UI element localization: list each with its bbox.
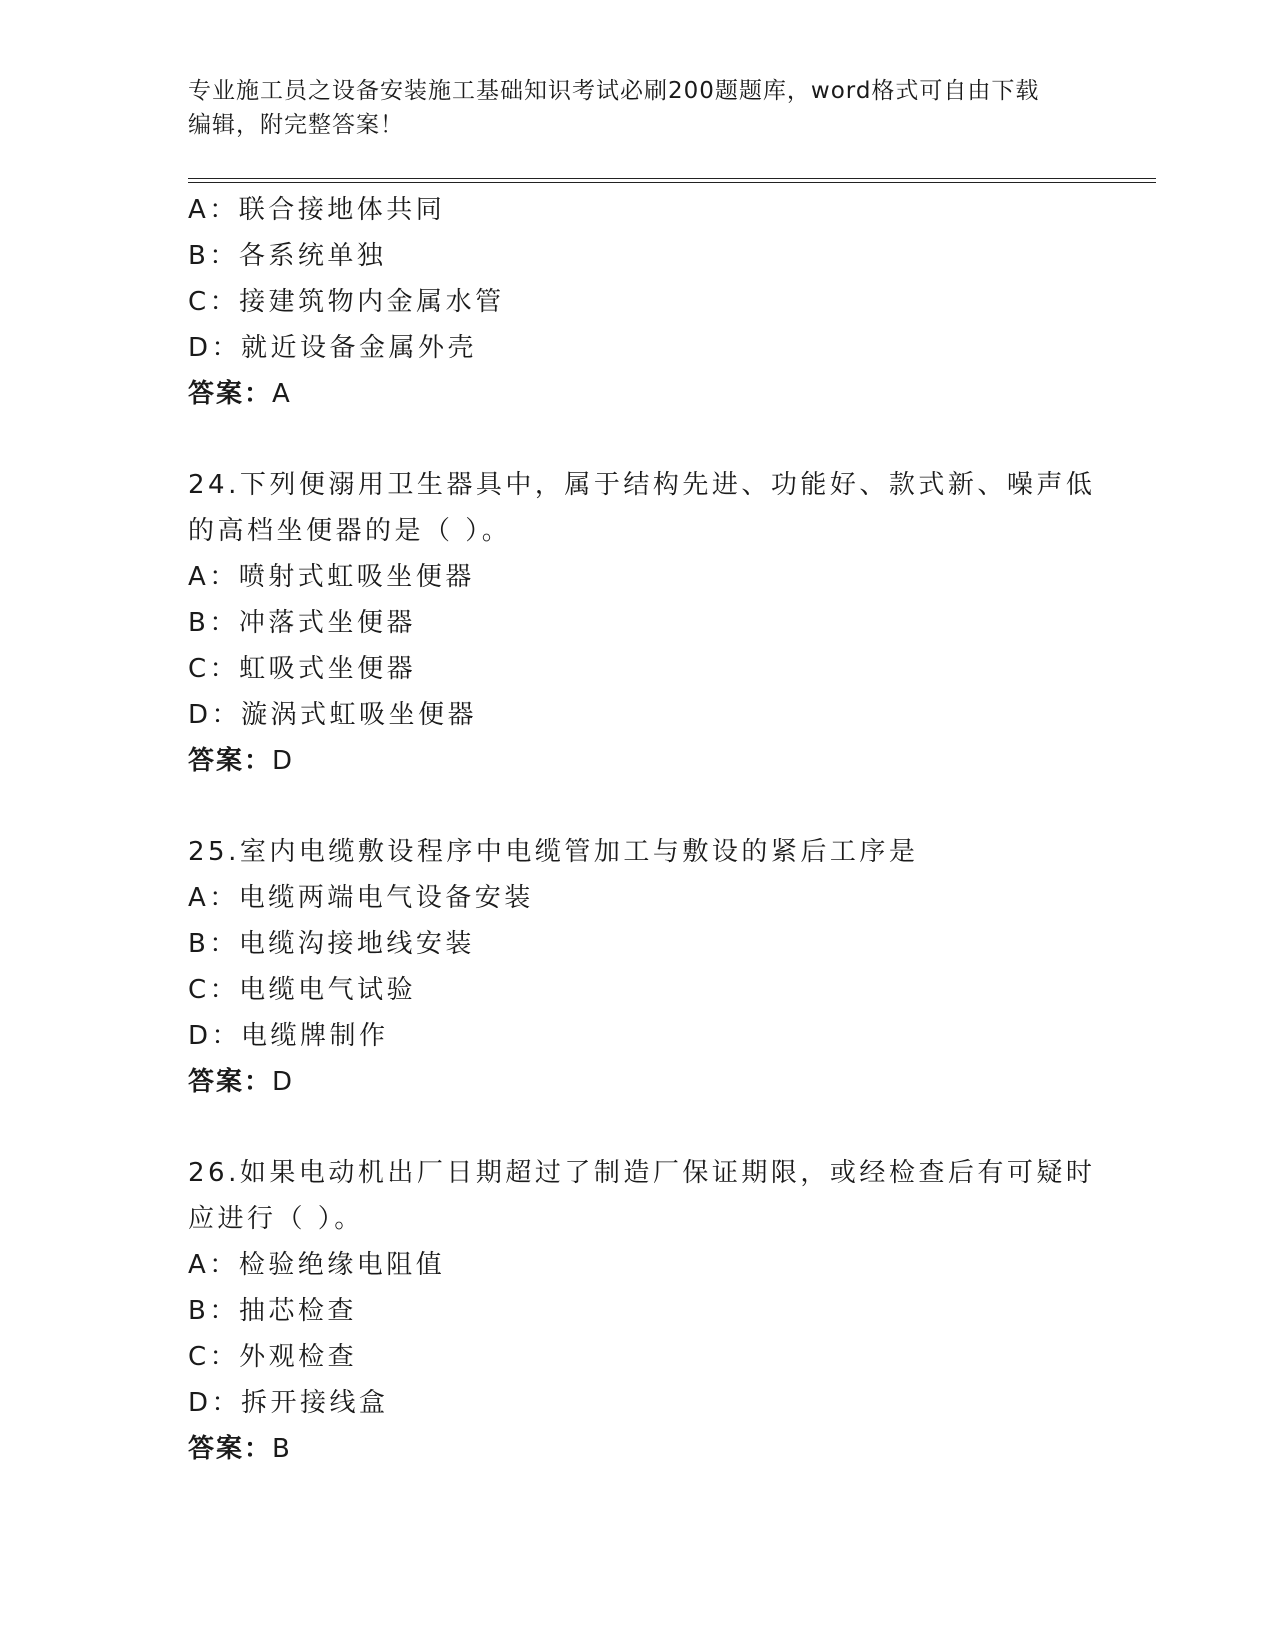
option-c: C：接建筑物内金属水管 [188,287,505,317]
answer-value: A [272,379,294,409]
question-23 [188,187,1088,417]
question-stem-continued: 应进行（ ）。 [188,1204,364,1234]
question-25 [188,829,1088,1105]
option-a: A：电缆两端电气设备安装 [188,883,534,913]
option-a: A：检验绝缘电阻值 [188,1250,446,1280]
document-header [188,74,1068,142]
answer-line [188,1426,1088,1472]
option-d: D：拆开接线盒 [188,1388,389,1418]
option-c: C：外观检查 [188,1342,358,1372]
option-c: C：电缆电气试验 [188,975,417,1005]
option-d: D：漩涡式虹吸坐便器 [188,700,478,730]
question-stem: 24.下列便溺用卫生器具中，属于结构先进、功能好、款式新、噪声低 [188,470,1096,500]
header-divider [188,178,1156,183]
answer-label: 答案： [188,746,273,776]
answer-label: 答案： [188,1067,273,1097]
answer-line [188,738,1088,784]
question-26 [188,1150,1096,1472]
header-line-2: 编辑，附完整答案！ [188,112,404,138]
option-a: A：联合接地体共同 [188,195,446,225]
question-stem-continued: 的高档坐便器的是（ ）。 [188,516,512,546]
answer-value: B [272,1434,294,1464]
option-b: B：冲落式坐便器 [188,608,416,638]
question-stem: 26.如果电动机出厂日期超过了制造厂保证期限，或经检查后有可疑时 [188,1158,1096,1188]
option-a: A：喷射式虹吸坐便器 [188,562,475,592]
question-stem: 25.室内电缆敷设程序中电缆管加工与敷设的紧后工序是 [188,837,919,867]
option-d: D：电缆牌制作 [188,1021,389,1051]
header-line-1: 专业施工员之设备安装施工基础知识考试必刷200题题库，word格式可自由下载 [188,78,1040,104]
answer-label: 答案： [188,379,273,409]
option-d: D：就近设备金属外壳 [188,333,478,363]
answer-value: D [272,1067,296,1097]
question-list [188,187,1096,1472]
answer-line [188,371,1088,417]
question-24 [188,462,1096,784]
option-b: B：抽芯检查 [188,1296,357,1326]
answer-line [188,1059,1088,1105]
answer-value: D [272,746,296,776]
answer-label: 答案： [188,1434,273,1464]
option-b: B：各系统单独 [188,241,387,271]
option-c: C：虹吸式坐便器 [188,654,417,684]
option-b: B：电缆沟接地线安装 [188,929,475,959]
